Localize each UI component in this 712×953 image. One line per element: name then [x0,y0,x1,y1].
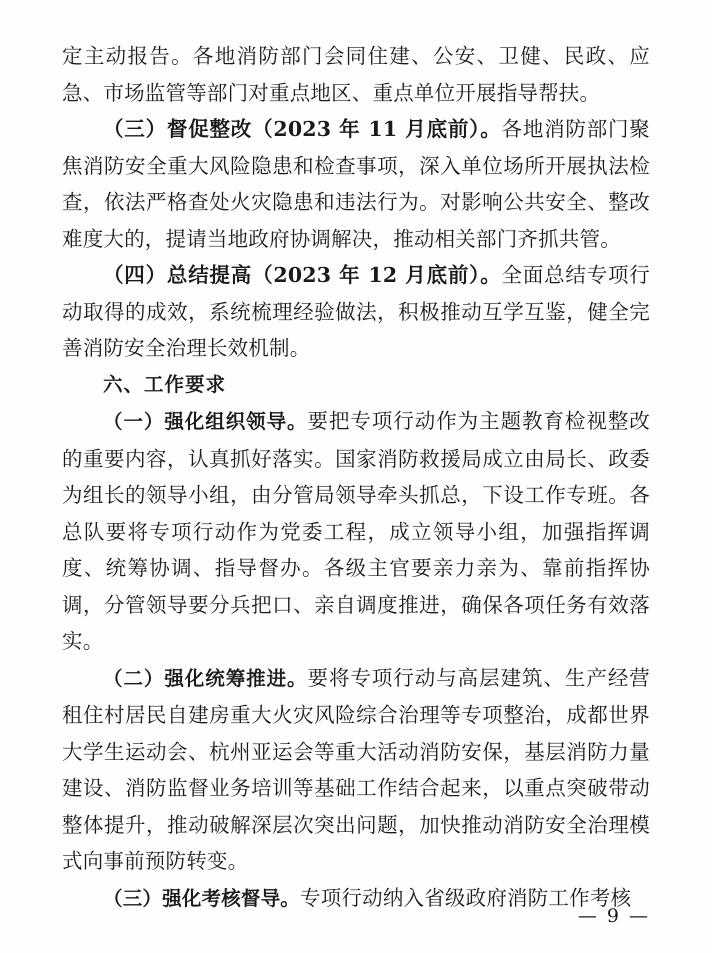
section-heading: 六、工作要求 [103,372,227,396]
document-body [62,38,650,917]
paragraph: （三）督促整改（2023 年 11 月底前）。各地消防部门聚焦消防安全重大风险隐患和检查事项，深入单位场所开展执法检查，依法严格查处火灾隐患和违法行为。对影响公共安全、整改难度大的，提请当地政府协调解决，推动相关部门齐抓共管。 [62,117,651,251]
paragraph: （二）强化统筹推进。要将专项行动与高层建筑、生产经营租住村居民自建房重大火灾风险综合治理等专项整治，成都世界大学生运动会、杭州亚运会等重大活动消防安保，基层消防力量建设、消防监督业务培训等基础工作结合起来，以重点突破带动整体提升，推动破解深层次突出问题，加快推动消防安全治理模式向事前预防转变。 [62,665,650,873]
paragraph: 定主动报告。各地消防部门会同住建、公安、卫健、民政、应急、市场监管等部门对重点地区、重点单位开展指导帮扶。 [62,44,650,105]
paragraph: （四）总结提高（2023 年 12 月底前）。全面总结专项行动取得的成效，系统梳理经验做法，积极推动互学互鉴，健全完善消防安全治理长效机制。 [62,263,651,360]
paragraph-lead: （三）督促整改（2023 年 11 月底前）。 [103,117,502,141]
page-number: — 9 — [577,905,650,927]
paragraph-lead: （一）强化组织领导。 [103,410,308,433]
paragraph: （三）强化考核督导。专项行动纳入省级政府消防工作考核 [103,885,632,910]
paragraph-lead: （四）总结提高（2023 年 12 月底前）。 [103,263,502,287]
paragraph-lead: （三）强化考核督导。 [103,886,301,910]
paragraph-lead: （二）强化统筹推进。 [103,666,308,690]
paragraph: （一）强化组织领导。要把专项行动作为主题教育检视整改的重要内容，认真抓好落实。国家消防救援局成立由局长、政委为组长的领导小组，由分管局领导牵头抓总，下设工作专班。各总队要将专项行动作为党委工程，成立领导小组，加强指挥调度、统筹协调、指导督办。各级主官要亲力亲为、靠前指挥协调，分管领导要分兵把口、亲自调度推进，确保各项任务有效落实。 [62,409,650,653]
